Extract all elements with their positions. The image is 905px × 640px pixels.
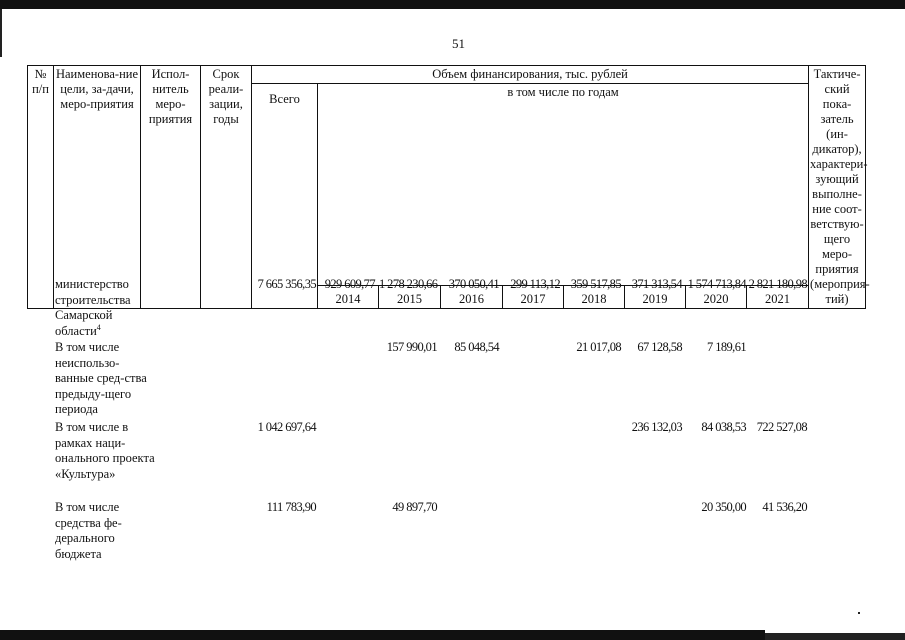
cell-2015: 1 278 230,66 (379, 277, 438, 291)
cell-2019: 67 128,58 (637, 340, 682, 354)
cell-2015: 157 990,01 (386, 340, 437, 354)
header-year: 2021 (747, 286, 809, 309)
table-body (27, 275, 865, 575)
scan-left-edge (0, 9, 2, 57)
page-number: 51 (452, 36, 465, 51)
cell-2016: 85 048,54 (454, 340, 499, 354)
cell-total: 1 042 697,64 (257, 420, 316, 434)
scan-bottom-border (0, 630, 765, 640)
cell-2020: 7 189,61 (707, 340, 746, 354)
header-term: Срок реали-зации, годы (201, 66, 252, 309)
row-name: В том числе в рамках наци-онального проекта «Культура» (55, 420, 155, 481)
header-by-years: в том числе по годам (318, 84, 809, 286)
row-name: В том числе неиспользо-ванные сред-ства предыду-щего периода (55, 340, 147, 417)
header-funding: Объем финансирования, тыс. рублей (252, 66, 809, 84)
cell-2020: 1 574 713,84 (687, 277, 746, 291)
table-header (27, 65, 870, 309)
scan-bottom-border-right (765, 633, 905, 640)
cell-2019: 236 132,03 (631, 420, 682, 434)
cell-2016: 370 050,41 (448, 277, 499, 291)
cell-2020: 84 038,53 (701, 420, 746, 434)
header-year: 2018 (564, 286, 625, 309)
header-number: № п/п (28, 66, 54, 309)
scan-top-border (0, 0, 905, 9)
header-indicator: Тактиче-ский пока-затель (ин-дикатор), характери-зующий выполне-ние соот-ветствую-щего меро-приятия (мероприя-тий) (809, 66, 866, 309)
header-total: Всего (252, 84, 318, 309)
header-year: 2019 (625, 286, 686, 309)
cell-2015: 49 897,70 (392, 500, 437, 514)
header-year: 2014 (318, 286, 379, 309)
cell-2017: 299 113,12 (510, 277, 560, 291)
header-year: 2020 (686, 286, 747, 309)
cell-2014: 929 609,77 (324, 277, 375, 291)
cell-2018: 359 517,85 (570, 277, 621, 291)
footnote-mark: 4 (96, 322, 101, 332)
header-year: 2016 (441, 286, 503, 309)
header-year: 2017 (503, 286, 564, 309)
header-name: Наименова-ние цели, за-дачи, меро-приятия (54, 66, 141, 309)
scan-speck (858, 612, 860, 614)
cell-2021: 722 527,08 (756, 420, 807, 434)
row-name: В том числе средства фе-дерального бюджета (55, 500, 122, 561)
cell-total: 111 783,90 (266, 500, 316, 514)
cell-2021: 41 536,20 (762, 500, 807, 514)
cell-total: 7 665 356,35 (257, 277, 316, 291)
cell-2018: 21 017,08 (576, 340, 621, 354)
cell-2019: 371 313,54 (631, 277, 682, 291)
header-year: 2015 (379, 286, 441, 309)
header-executor: Испол-нитель меро-приятия (141, 66, 201, 309)
cell-2021: 2 821 180,98 (748, 277, 807, 291)
cell-2020: 20 350,00 (701, 500, 746, 514)
row-name: министерство строительства Самарской области$^4$ (55, 277, 131, 338)
